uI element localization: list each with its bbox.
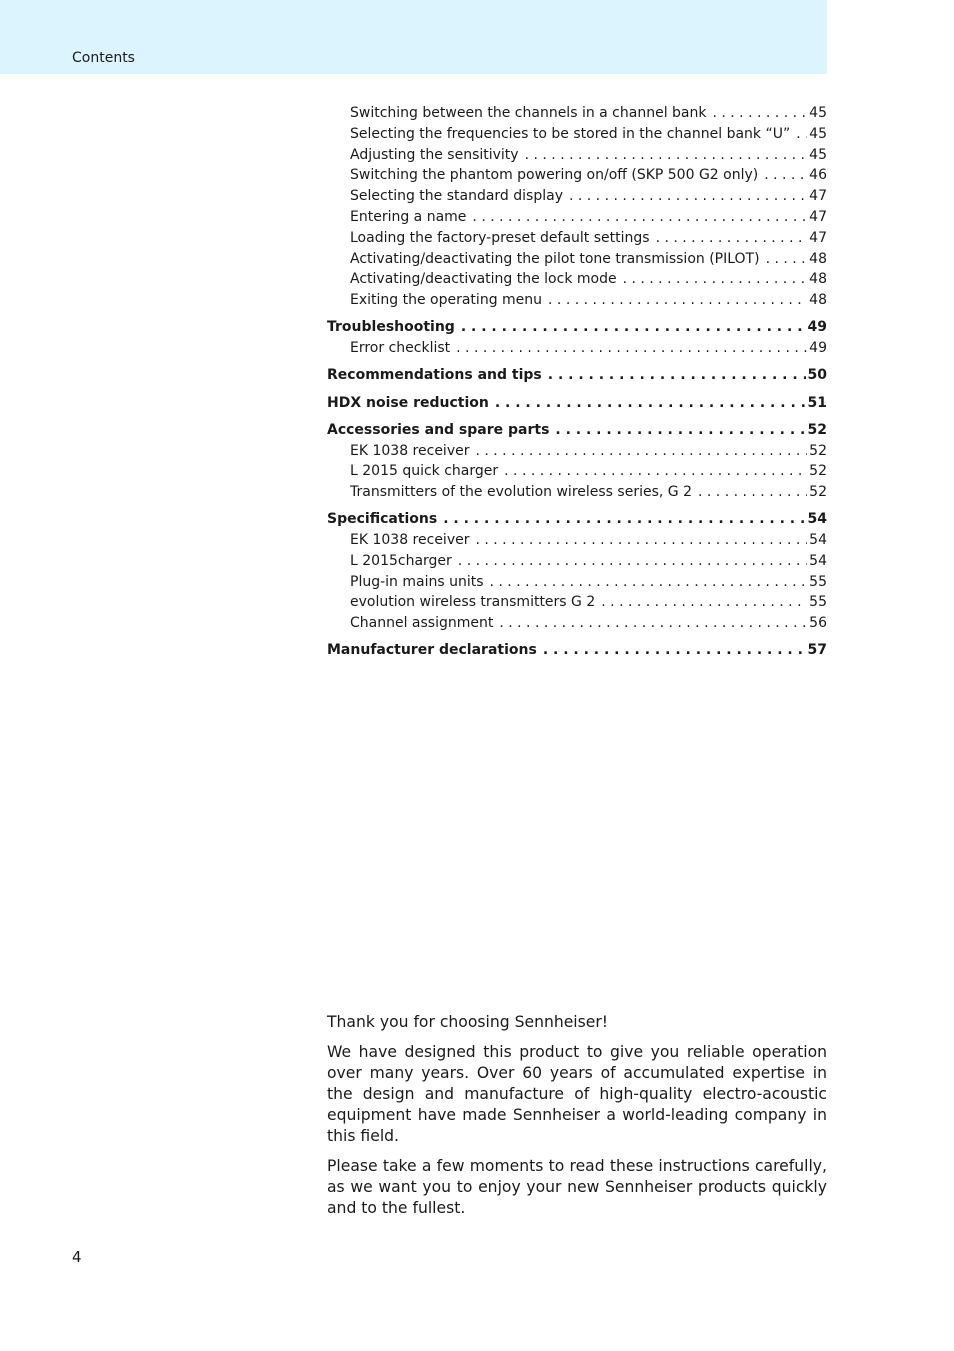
- toc-leader-dots: [461, 317, 806, 338]
- toc-entry-page: 52: [807, 421, 827, 438]
- toc-section-entry[interactable]: [327, 249, 827, 270]
- toc-section-entry[interactable]: [327, 103, 827, 124]
- table-of-contents: [327, 103, 827, 661]
- toc-chapter-entry[interactable]: [327, 509, 827, 530]
- toc-entry-page: 52: [809, 484, 827, 501]
- toc-entry-label: Switching between the channels in a channel bank: [350, 105, 707, 121]
- toc-entry-label: Loading the factory-preset default settings: [350, 229, 650, 246]
- toc-entry-page: 46: [809, 167, 827, 184]
- toc-entry-page: 45: [809, 125, 827, 142]
- toc-entry-label: L 2015charger: [350, 552, 452, 569]
- intro-paragraph: Please take a few moments to read these instructions carefully, as we want you to enjoy your new Sennheiser products quickly and to the fullest.: [327, 1157, 827, 1217]
- toc-entry-page: 47: [809, 208, 827, 225]
- toc-section-entry[interactable]: [327, 572, 827, 593]
- toc-leader-dots: [764, 165, 807, 186]
- toc-leader-dots: [458, 551, 807, 572]
- toc-leader-dots: [472, 207, 807, 228]
- toc-entry-page: 55: [809, 594, 827, 611]
- intro-paragraph: Thank you for choosing Sennheiser!: [327, 1013, 609, 1031]
- toc-leader-dots: [656, 228, 808, 249]
- toc-entry-page: 47: [809, 229, 827, 246]
- toc-entry-page: 52: [809, 463, 827, 480]
- toc-leader-dots: [456, 338, 807, 359]
- toc-section-entry[interactable]: [327, 290, 827, 311]
- toc-entry-label: Activating/deactivating the pilot tone transmission (PILOT): [350, 250, 760, 267]
- toc-section-entry[interactable]: [327, 145, 827, 166]
- intro-text: [327, 1012, 827, 1228]
- toc-entry-label: Recommendations and tips: [327, 367, 542, 384]
- toc-leader-dots: [475, 530, 807, 551]
- toc-entry-page: 54: [809, 552, 827, 569]
- toc-leader-dots: [548, 290, 807, 311]
- toc-leader-dots: [548, 365, 806, 386]
- toc-entry-page: 51: [807, 394, 827, 411]
- toc-section-entry[interactable]: [327, 269, 827, 290]
- toc-entry-label: Troubleshooting: [327, 319, 455, 336]
- toc-chapter-entry[interactable]: [327, 317, 827, 338]
- toc-entry-label: HDX noise reduction: [327, 394, 489, 411]
- toc-entry-label: Transmitters of the evolution wireless series, G 2: [350, 484, 692, 501]
- toc-section-entry[interactable]: [327, 441, 827, 462]
- toc-entry-page: 48: [809, 271, 827, 288]
- toc-entry-label: EK 1038 receiver: [350, 532, 470, 549]
- toc-section-entry[interactable]: [327, 165, 827, 186]
- toc-leader-dots: [623, 269, 808, 290]
- toc-section-entry[interactable]: [327, 228, 827, 249]
- toc-chapter-entry[interactable]: [327, 393, 827, 414]
- toc-entry-page: 54: [807, 511, 827, 528]
- toc-entry-page: 48: [809, 250, 827, 267]
- toc-entry-page: 56: [809, 615, 827, 632]
- toc-leader-dots: [601, 592, 807, 613]
- toc-entry-page: 49: [807, 319, 827, 336]
- toc-section-entry[interactable]: [327, 124, 827, 145]
- toc-section-entry[interactable]: [327, 592, 827, 613]
- toc-entry-page: 54: [809, 532, 827, 549]
- toc-leader-dots: [698, 482, 807, 503]
- toc-entry-page: 50: [807, 367, 827, 384]
- intro-paragraph: We have designed this product to give you reliable operation over many years. Over 60 years of accumulated expertise in the design and manufacture of high-quality electro-acoustic equipment have made Sennheiser a world-leading company in this field.: [327, 1043, 827, 1145]
- toc-section-entry[interactable]: [327, 461, 827, 482]
- toc-entry-label: Plug-in mains units: [350, 573, 484, 590]
- toc-leader-dots: [495, 393, 806, 414]
- toc-leader-dots: [525, 145, 808, 166]
- toc-entry-page: 48: [809, 292, 827, 309]
- toc-section-entry[interactable]: [327, 338, 827, 359]
- toc-chapter-entry[interactable]: [327, 365, 827, 386]
- toc-entry-label: Exiting the operating menu: [350, 292, 543, 309]
- toc-section-entry[interactable]: [327, 613, 827, 634]
- toc-leader-dots: [555, 420, 805, 441]
- toc-entry-label: EK 1038 receiver: [350, 442, 470, 459]
- toc-entry-label: Entering a name: [350, 208, 467, 225]
- toc-chapter-entry[interactable]: [327, 640, 827, 661]
- toc-section-entry[interactable]: [327, 530, 827, 551]
- toc-entry-label: Selecting the frequencies to be stored in the channel bank “U”: [350, 125, 791, 142]
- toc-entry-page: 45: [809, 146, 827, 163]
- toc-entry-page: 49: [809, 340, 827, 357]
- toc-chapter-entry[interactable]: [327, 420, 827, 441]
- toc-leader-dots: [443, 509, 805, 530]
- toc-entry-page: 47: [809, 188, 827, 205]
- toc-leader-dots: [543, 640, 806, 661]
- toc-entry-label: Switching the phantom powering on/off (SKP 500 G2 only): [350, 167, 759, 184]
- toc-leader-dots: [499, 613, 807, 634]
- toc-leader-dots: [766, 249, 808, 270]
- toc-entry-page: 55: [809, 573, 827, 590]
- toc-section-entry[interactable]: [327, 186, 827, 207]
- toc-section-entry[interactable]: [327, 207, 827, 228]
- toc-entry-page: 52: [809, 442, 827, 459]
- toc-leader-dots: [796, 124, 807, 145]
- toc-entry-label: L 2015 quick charger: [350, 463, 499, 480]
- page-number: 4: [72, 1248, 82, 1266]
- toc-entry-label: evolution wireless transmitters G 2: [350, 594, 596, 611]
- toc-entry-label: Accessories and spare parts: [327, 421, 550, 438]
- toc-entry-label: Error checklist: [350, 340, 451, 357]
- toc-section-entry[interactable]: [327, 482, 827, 503]
- toc-entry-label: Manufacturer declarations: [327, 642, 537, 659]
- toc-leader-dots: [712, 103, 807, 124]
- page-header-title: Contents: [72, 50, 135, 66]
- toc-entry-label: Selecting the standard display: [350, 188, 563, 205]
- toc-leader-dots: [475, 441, 807, 462]
- toc-leader-dots: [490, 572, 808, 593]
- toc-section-entry[interactable]: [327, 551, 827, 572]
- toc-entry-page: 45: [809, 105, 827, 121]
- toc-entry-label: Adjusting the sensitivity: [350, 146, 519, 163]
- toc-leader-dots: [569, 186, 807, 207]
- toc-entry-label: Channel assignment: [350, 615, 494, 632]
- toc-leader-dots: [504, 461, 807, 482]
- toc-entry-label: Specifications: [327, 511, 438, 528]
- toc-entry-page: 57: [807, 642, 827, 659]
- toc-entry-label: Activating/deactivating the lock mode: [350, 271, 617, 288]
